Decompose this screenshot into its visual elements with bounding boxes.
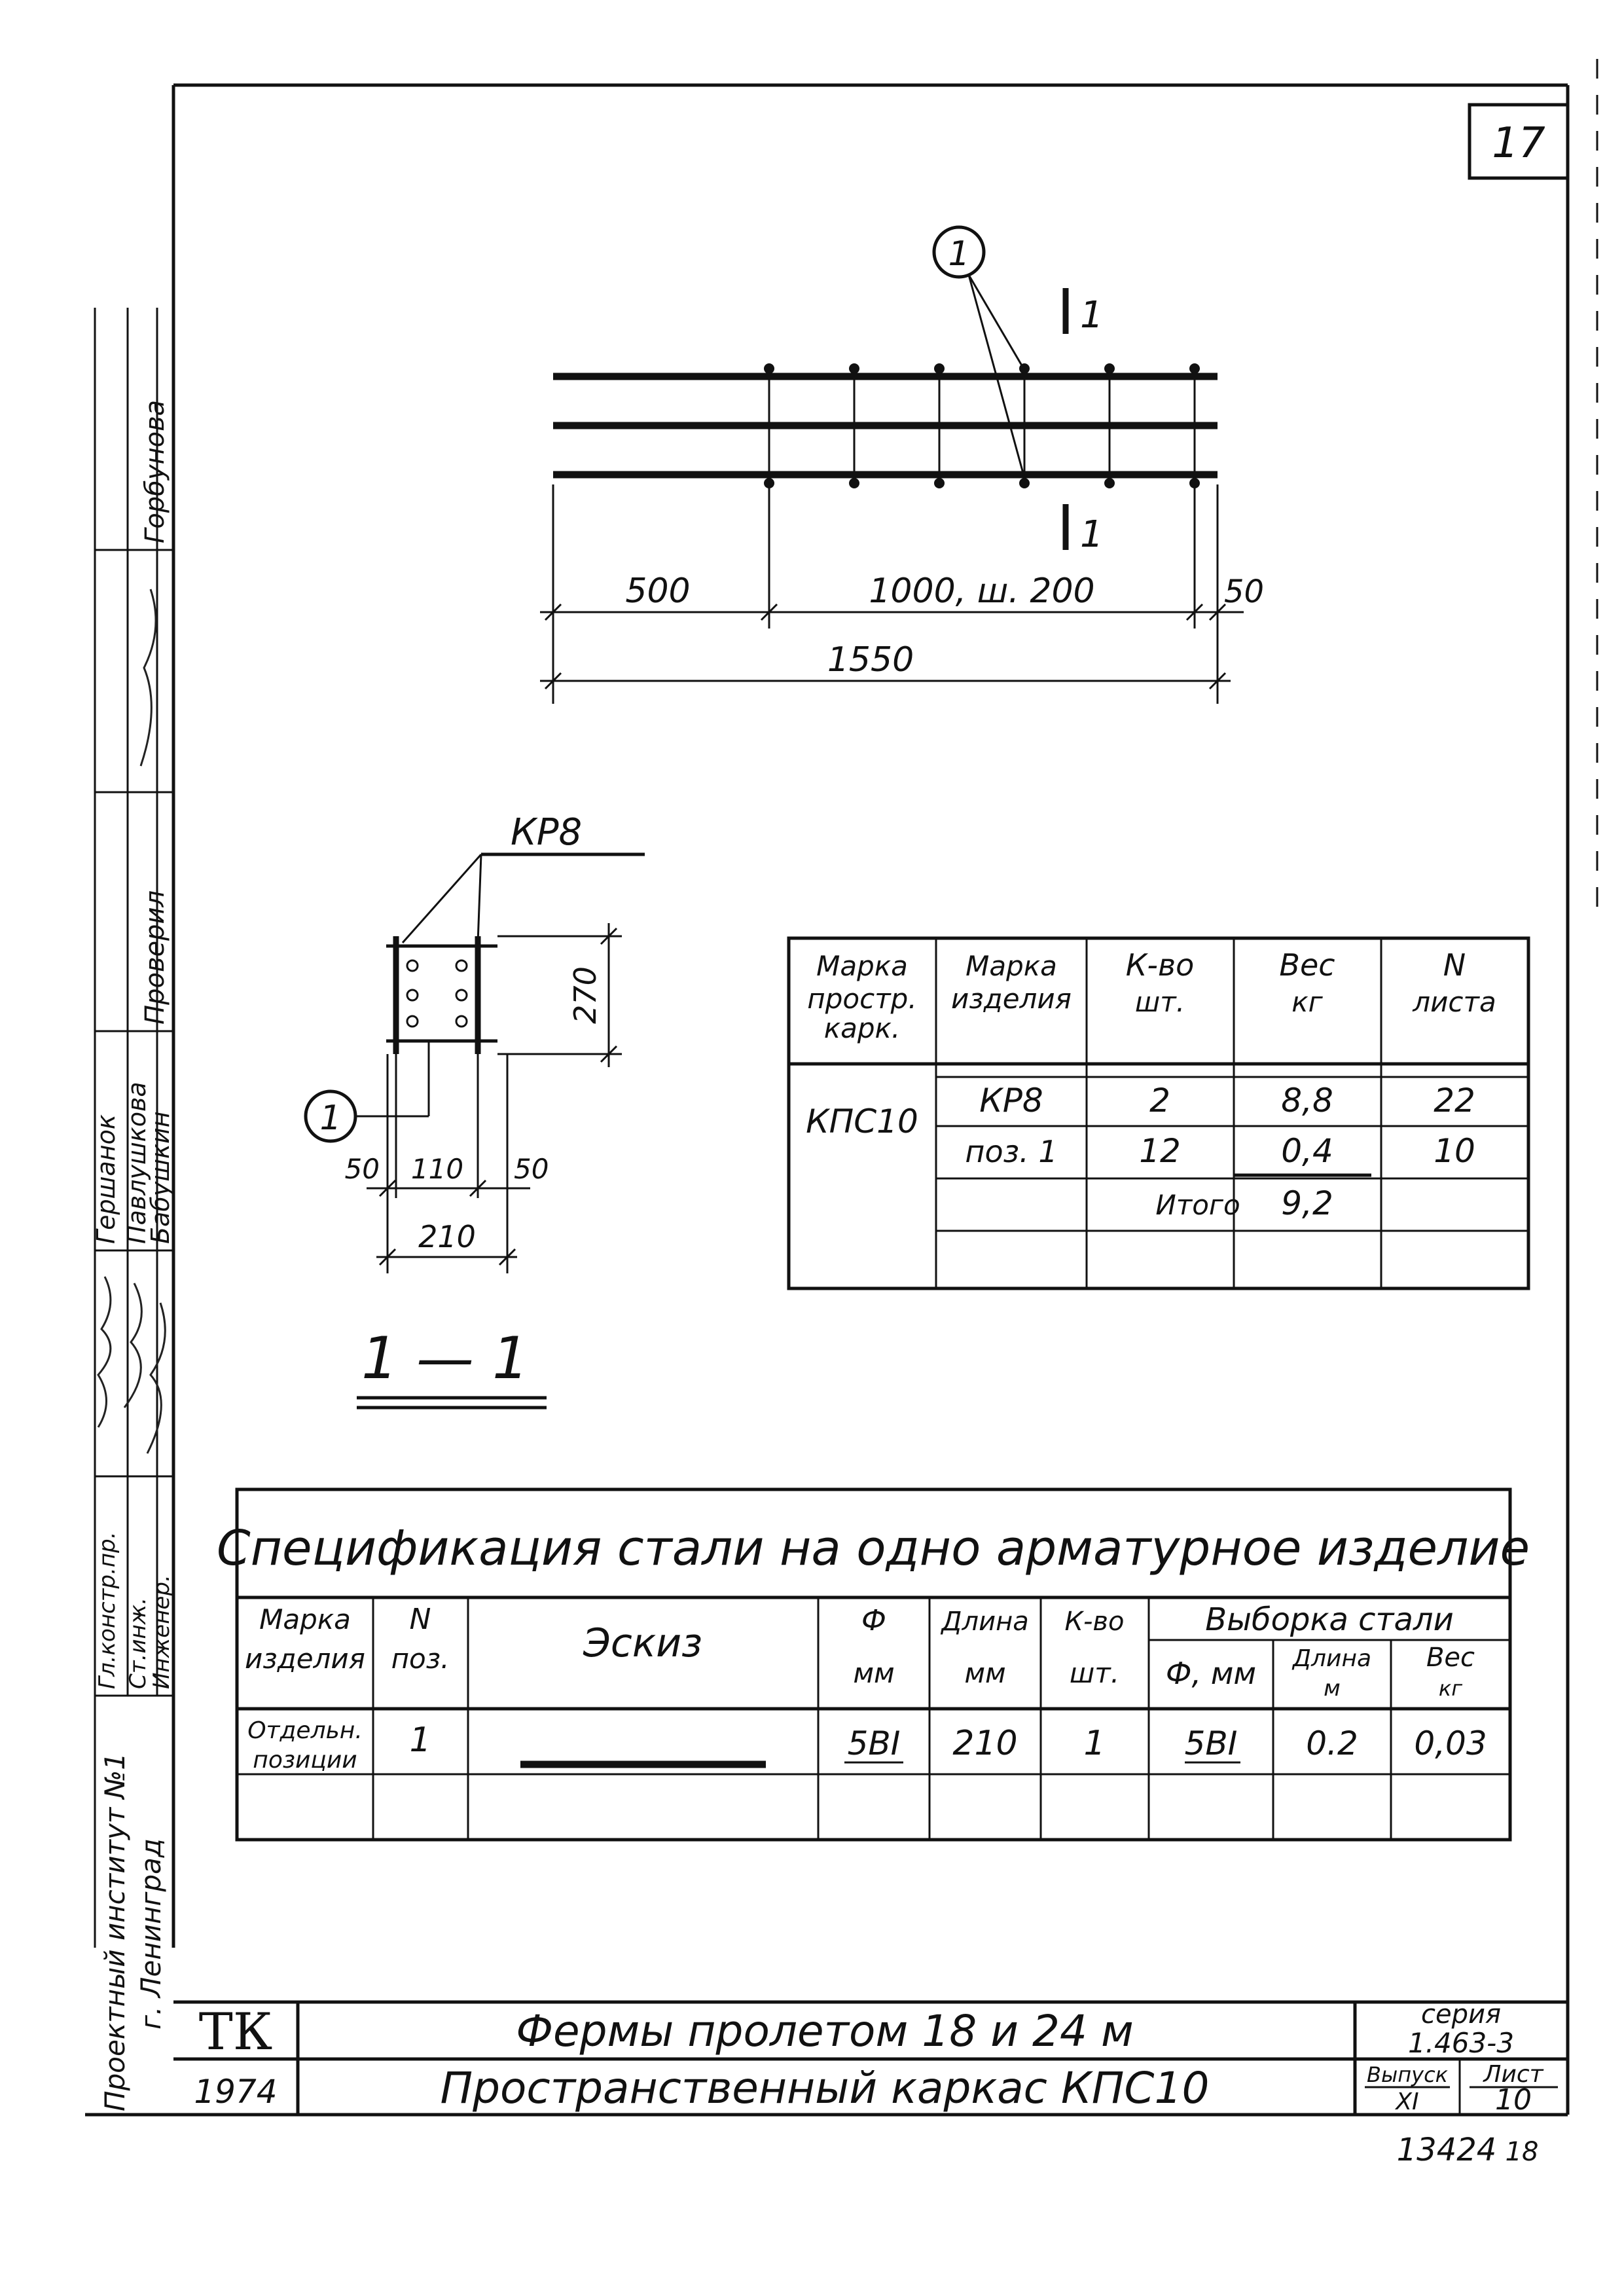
spec-h-dia-2: мм	[853, 1657, 895, 1689]
section-view	[306, 811, 645, 1408]
section-title: 1 — 1	[361, 1324, 529, 1392]
spec-h-qty-2: шт.	[1069, 1657, 1120, 1689]
ft-h-qty-1: К-во	[1125, 947, 1195, 983]
ft-r1-qty: 2	[1149, 1082, 1170, 1120]
spec-h-dia-1: Ф	[861, 1604, 886, 1637]
ft-h-sheet-1: N	[1443, 947, 1466, 983]
spec-row-mark-1: Отдельн.	[247, 1717, 363, 1744]
stamp-role-3: Инженер.	[149, 1575, 175, 1689]
section-frame-label: КР8	[511, 811, 583, 854]
ft-r2-qty: 12	[1139, 1132, 1181, 1170]
plan-section-mark-bottom: 1	[1080, 513, 1104, 556]
section-dim-total: 210	[418, 1219, 476, 1254]
title-block	[173, 1999, 1568, 2117]
ft-h-mark-1: Марка	[816, 950, 908, 982]
spec-row-sel-weight: 0,03	[1414, 1724, 1487, 1762]
plan-section-mark-top: 1	[1080, 294, 1104, 337]
sheet-frame	[85, 59, 1597, 2115]
ft-h-sheet-2: листа	[1413, 986, 1496, 1018]
plan-view	[540, 227, 1264, 704]
spec-h-mark-1: Марка	[259, 1603, 351, 1635]
tb-org: ТК	[198, 2003, 273, 2062]
stamp-name-top: Горбунова	[140, 399, 170, 543]
frame-table-headers	[807, 947, 1496, 1044]
ft-r1-weight: 8,8	[1281, 1082, 1333, 1120]
spec-h-sketch: Эскиз	[583, 1620, 703, 1666]
side-stamp	[92, 308, 175, 2111]
tb-sheet-label: Лист	[1483, 2061, 1543, 2088]
tb-series-value: 1.463-3	[1407, 2027, 1515, 2059]
tb-series-label: серия	[1420, 1999, 1502, 2030]
stamp-name-2: Павлушкова	[122, 1082, 151, 1244]
stamp-role-1: Гл.констр.пр.	[94, 1531, 120, 1689]
ft-r2-sheet: 10	[1434, 1132, 1475, 1170]
spec-h-pos-1: N	[409, 1603, 431, 1636]
ft-r2-weight: 0,4	[1281, 1132, 1333, 1170]
ft-total-label: Итого	[1155, 1189, 1240, 1221]
stamp-institute: Проектный институт №1	[99, 1752, 131, 2111]
spec-h-sel-len-1: Длина	[1292, 1645, 1372, 1672]
stamp-name-3: Бабушкин	[146, 1111, 175, 1244]
sheet-number-box	[1470, 105, 1568, 178]
tb-issue-label: Выпуск	[1367, 2062, 1448, 2087]
section-dim-middle: 110	[410, 1153, 464, 1185]
sheet-number: 17	[1492, 119, 1545, 168]
tb-issue-value: XI	[1396, 2088, 1419, 2115]
tb-title-1: Фермы пролетом 18 и 24 м	[516, 2006, 1134, 2056]
spec-h-sel-len-2: м	[1324, 1675, 1341, 1702]
spec-row-qty: 1	[1083, 1724, 1106, 1763]
spec-h-mark-2: изделия	[245, 1643, 365, 1675]
ft-frame-mark: КПС10	[806, 1102, 918, 1140]
archive-suffix: 18	[1505, 2137, 1539, 2167]
stamp-city: г. Ленинград	[135, 1838, 167, 2030]
spec-row-mark-2: позиции	[253, 1747, 357, 1774]
spec-row-dia: 5BI	[847, 1724, 901, 1762]
spec-h-len-1: Длина	[941, 1607, 1029, 1637]
tb-title-2: Пространственный каркас КПС10	[440, 2063, 1210, 2113]
spec-table	[217, 1489, 1530, 1840]
spec-h-sel-weight-1: Вес	[1426, 1643, 1475, 1673]
frame-table	[789, 938, 1528, 1288]
ft-h-item-1: Марка	[965, 950, 1057, 982]
spec-title: Спецификация стали на одно арматурное изделие	[217, 1520, 1530, 1576]
ft-h-mark-3: карк.	[823, 1012, 901, 1044]
spec-h-selection: Выборка стали	[1205, 1601, 1454, 1638]
ft-r1-sheet: 22	[1434, 1082, 1475, 1120]
spec-h-sel-dia: Ф, мм	[1165, 1656, 1257, 1691]
section-dim-left: 50	[344, 1153, 380, 1185]
section-height-dim: 270	[568, 966, 603, 1024]
spec-h-qty-1: К-во	[1064, 1607, 1125, 1637]
tb-year: 1974	[194, 2073, 278, 2111]
spec-row-length: 210	[952, 1724, 1018, 1763]
archive-number: 13424	[1396, 2132, 1497, 2168]
plan-dim-right: 50	[1224, 574, 1265, 610]
spec-h-sel-weight-2: кг	[1438, 1676, 1463, 1701]
ft-r1-item: КР8	[979, 1082, 1043, 1120]
ft-h-item-2: изделия	[951, 983, 1072, 1015]
stamp-name-1: Гершанок	[92, 1114, 120, 1244]
spec-h-len-2: мм	[964, 1657, 1006, 1689]
spec-h-pos-2: поз.	[391, 1643, 450, 1675]
ft-h-weight-1: Вес	[1279, 947, 1335, 983]
spec-row-pos: 1	[409, 1721, 431, 1760]
plan-dim-middle: 1000, ш. 200	[869, 572, 1095, 611]
section-position-callout: 1	[319, 1099, 342, 1138]
ft-h-qty-2: шт.	[1134, 986, 1185, 1018]
ft-h-mark-2: простр.	[807, 983, 917, 1015]
spec-row-sel-dia: 5BI	[1184, 1724, 1238, 1762]
stamp-checked-label: Проверил	[140, 890, 170, 1025]
plan-dim-total: 1550	[827, 640, 914, 680]
ft-h-weight-2: кг	[1291, 986, 1323, 1018]
section-dim-right: 50	[514, 1153, 549, 1185]
stamp-role-2: Ст.инж.	[125, 1597, 151, 1689]
tb-sheet-value: 10	[1495, 2083, 1532, 2117]
spec-row-sel-len: 0.2	[1306, 1724, 1358, 1762]
plan-dim-left: 500	[625, 572, 691, 611]
plan-position-callout: 1	[948, 234, 970, 274]
ft-r2-item: поз. 1	[965, 1134, 1058, 1169]
ft-total-weight: 9,2	[1281, 1184, 1333, 1222]
